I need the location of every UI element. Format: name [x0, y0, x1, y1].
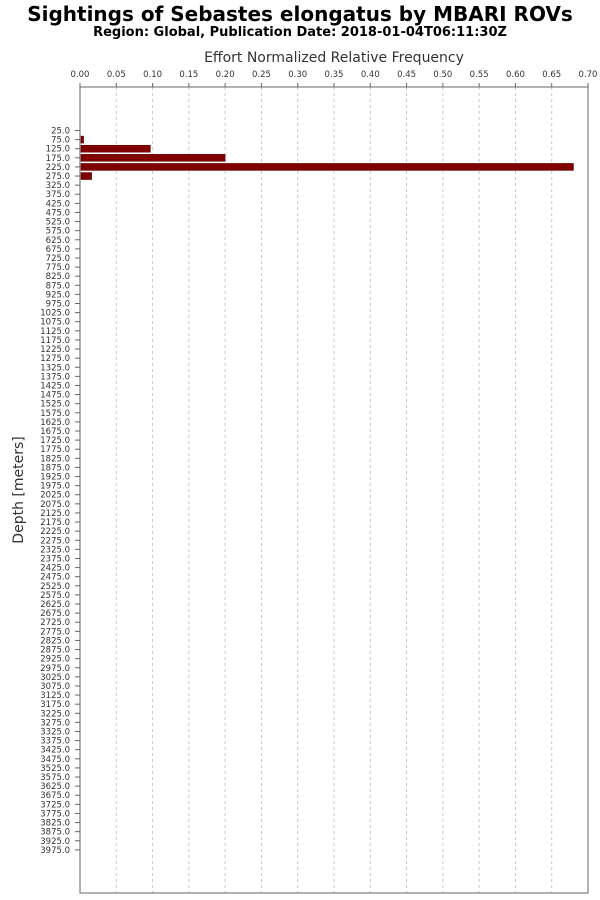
y-tick-label: 225.0	[45, 162, 70, 173]
y-tick-label: 2225.0	[40, 527, 70, 538]
y-tick-label: 1275.0	[40, 354, 70, 365]
chart-subtitle: Region: Global, Publication Date: 2018-01-04T06:11:30Z	[93, 25, 507, 40]
y-tick-label: 2275.0	[40, 536, 70, 547]
y-tick-label: 775.0	[45, 263, 70, 274]
y-tick-label: 3525.0	[40, 763, 70, 774]
y-tick-label: 1075.0	[40, 317, 70, 328]
x-tick-label: 0.25	[251, 70, 271, 80]
y-tick-label: 3875.0	[40, 827, 70, 838]
y-tick-label: 2925.0	[40, 654, 70, 665]
y-tick-label: 2625.0	[40, 600, 70, 611]
bar	[81, 145, 150, 152]
chart-title: Sightings of Sebastes elongatus by MBARI ROVs	[27, 2, 573, 26]
grid-lines	[116, 87, 551, 893]
y-tick-label: 2675.0	[40, 609, 70, 620]
y-tick-label: 3825.0	[40, 818, 70, 829]
y-tick-label: 925.0	[45, 290, 70, 301]
y-tick-label: 325.0	[45, 181, 70, 192]
x-axis-title: Effort Normalized Relative Frequency	[204, 50, 464, 66]
y-tick-label: 1025.0	[40, 308, 70, 319]
y-axis-title: Depth [meters]	[11, 436, 27, 544]
y-tick-label: 3425.0	[40, 745, 70, 756]
y-tick-label: 1525.0	[40, 399, 70, 410]
bar	[81, 173, 92, 180]
y-tick-label: 475.0	[45, 208, 70, 219]
bars	[81, 136, 573, 179]
y-tick-label: 1975.0	[40, 481, 70, 492]
y-tick-label: 425.0	[45, 199, 70, 210]
y-tick-label: 3175.0	[40, 700, 70, 711]
y-tick-label: 2725.0	[40, 618, 70, 629]
y-tick-label: 3125.0	[40, 691, 70, 702]
y-tick-label: 575.0	[45, 226, 70, 237]
y-tick-label: 1675.0	[40, 426, 70, 437]
y-tick-label: 25.0	[51, 126, 70, 137]
y-tick-label: 975.0	[45, 299, 70, 310]
y-tick-label: 1575.0	[40, 408, 70, 419]
y-tick-label: 3325.0	[40, 727, 70, 738]
y-tick-label: 2775.0	[40, 627, 70, 638]
y-tick-label: 1425.0	[40, 381, 70, 392]
x-tick-label: 0.40	[360, 70, 380, 80]
x-tick-labels	[71, 70, 598, 87]
y-tick-label: 2475.0	[40, 572, 70, 583]
y-tick-label: 2175.0	[40, 518, 70, 529]
y-tick-label: 3775.0	[40, 809, 70, 820]
y-tick-label: 2075.0	[40, 499, 70, 510]
y-tick-label: 1825.0	[40, 454, 70, 465]
y-tick-label: 1325.0	[40, 363, 70, 374]
bar	[81, 163, 573, 170]
y-tick-label: 2325.0	[40, 545, 70, 556]
y-tick-label: 375.0	[45, 190, 70, 201]
y-tick-label: 2525.0	[40, 581, 70, 592]
x-tick-label: 0.65	[542, 70, 562, 80]
y-tick-label: 3275.0	[40, 718, 70, 729]
bar	[81, 154, 225, 161]
y-tick-label: 1625.0	[40, 417, 70, 428]
y-tick-labels	[40, 127, 80, 856]
y-tick-label: 2375.0	[40, 554, 70, 565]
y-tick-label: 1125.0	[40, 326, 70, 337]
x-tick-label: 0.30	[288, 70, 308, 80]
y-tick-label: 3675.0	[40, 791, 70, 802]
y-tick-label: 875.0	[45, 281, 70, 292]
x-tick-label: 0.05	[106, 70, 126, 80]
y-tick-label: 825.0	[45, 272, 70, 283]
y-tick-label: 2975.0	[40, 663, 70, 674]
y-tick-label: 175.0	[45, 153, 70, 164]
y-tick-label: 2425.0	[40, 563, 70, 574]
x-tick-label: 0.45	[397, 70, 417, 80]
y-tick-label: 3475.0	[40, 754, 70, 765]
x-tick-label: 0.20	[215, 70, 235, 80]
y-tick-label: 2025.0	[40, 490, 70, 501]
y-tick-label: 675.0	[45, 244, 70, 255]
y-tick-label: 1475.0	[40, 390, 70, 401]
x-tick-label: 0.35	[324, 70, 344, 80]
y-tick-label: 2125.0	[40, 508, 70, 519]
y-tick-label: 725.0	[45, 253, 70, 264]
x-tick-label: 0.10	[143, 70, 163, 80]
y-tick-label: 1775.0	[40, 445, 70, 456]
y-tick-label: 3925.0	[40, 836, 70, 847]
y-tick-label: 3225.0	[40, 709, 70, 720]
y-tick-label: 3975.0	[40, 845, 70, 856]
x-tick-label: 0.50	[433, 70, 453, 80]
y-tick-label: 75.0	[51, 135, 70, 146]
y-tick-label: 275.0	[45, 172, 70, 183]
y-tick-label: 1375.0	[40, 372, 70, 383]
bar	[81, 136, 84, 143]
y-tick-label: 1175.0	[40, 335, 70, 346]
y-tick-label: 2875.0	[40, 645, 70, 656]
y-tick-label: 2575.0	[40, 590, 70, 601]
y-tick-label: 525.0	[45, 217, 70, 228]
y-tick-label: 625.0	[45, 235, 70, 246]
y-tick-label: 2825.0	[40, 636, 70, 647]
x-tick-label: 0.00	[70, 70, 90, 80]
y-tick-label: 3625.0	[40, 782, 70, 793]
y-tick-label: 3075.0	[40, 681, 70, 692]
x-tick-label: 0.70	[578, 70, 598, 80]
y-tick-label: 3375.0	[40, 736, 70, 747]
y-tick-label: 125.0	[45, 144, 70, 155]
x-tick-label: 0.15	[179, 70, 199, 80]
y-tick-label: 1225.0	[40, 345, 70, 356]
x-tick-label: 0.55	[469, 70, 489, 80]
y-tick-label: 3725.0	[40, 800, 70, 811]
y-tick-label: 1925.0	[40, 472, 70, 483]
x-tick-label: 0.60	[505, 70, 525, 80]
y-tick-label: 3025.0	[40, 672, 70, 683]
y-tick-label: 1725.0	[40, 436, 70, 447]
y-tick-label: 1875.0	[40, 463, 70, 474]
y-tick-label: 3575.0	[40, 773, 70, 784]
